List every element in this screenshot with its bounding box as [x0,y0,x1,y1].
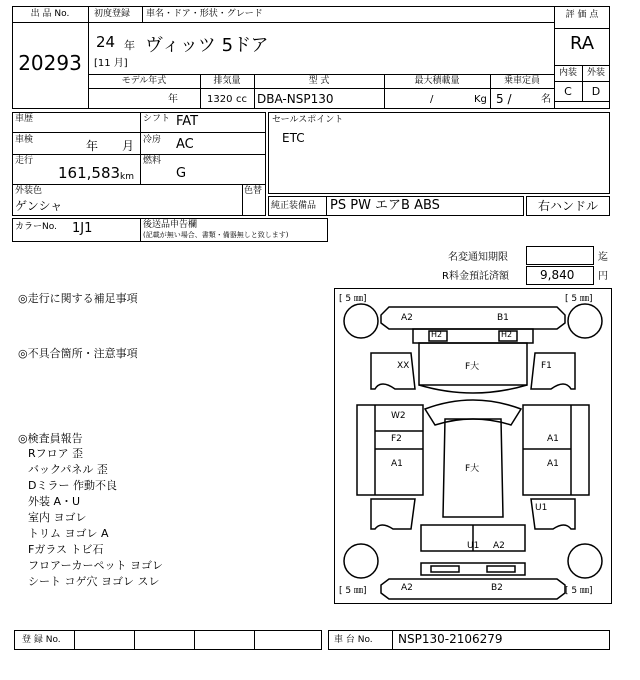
mileage-unit: km [120,172,134,182]
max-load-unit: Kg [474,94,487,105]
mark-roof: F大 [465,464,480,474]
inspector-title: ◎検査員報告 [18,432,83,445]
tire-rear-left-icon [344,544,378,578]
grade-value: RA [569,33,595,54]
lot-no: 20293 [18,51,82,75]
inspector-line: トリム ヨゴレ A [28,527,109,540]
year-unit: 年 [124,39,135,52]
tire-front-right-icon [568,304,602,338]
mark-tailgate-right: A2 [493,541,505,551]
mark-front-bumper-left: A2 [401,313,413,323]
model-year-unit: 年 [168,94,178,105]
history-label: 車歴 [15,114,34,124]
mark-left-front-door-upper: W2 [391,411,406,421]
mark-head-right: H2 [501,330,513,339]
first-reg-label: 初度登録 [94,9,131,19]
tire-front-right-depth: [ 5 ㎜] [565,294,593,304]
color-no: 1J1 [72,221,93,236]
mark-hood: F大 [465,362,480,372]
mark-right-rear-door: A1 [547,459,559,469]
tire-rear-right-depth: [ 5 ㎜] [565,586,593,596]
sales-point-label: セールスポイント [272,115,344,125]
interior-grade: C [564,85,572,98]
mark-front-bumper-right: B1 [497,313,509,323]
tire-front-left-depth: [ 5 ㎜] [339,294,367,304]
fuel-label: 燃料 [143,156,162,166]
shift-label: シフト [143,114,171,124]
mark-right-front-fender: F1 [541,361,552,371]
recycle-label: R料金預託済額 [442,271,509,282]
color-no-label: カラーNo. [15,222,57,232]
steering-value: 右ハンドル [537,199,598,213]
tire-rear-left-depth: [ 5 ㎜] [339,586,367,596]
inspector-line: Fガラス トビ石 [28,543,104,556]
interior-label: 内装 [558,68,577,78]
post-report-note: (記載が無い場合、書類・備器無しと致します) [143,231,289,239]
inspection-month-unit: 月 [122,139,135,153]
car-outline [335,289,611,603]
recycle-unit: 円 [598,271,608,282]
name-change-label: 名変通知期限 [448,252,508,263]
mark-left-front-door: F2 [391,434,402,444]
exterior-label: 外装 [586,68,605,78]
equipment-value: PS PW エアB ABS [330,198,440,213]
capacity-label: 乗車定員 [503,76,540,86]
tire-rear-right-icon [568,544,602,578]
mark-rear-bumper-right: B2 [491,583,503,593]
mark-right-quarter: U1 [535,503,548,513]
inspector-line: バックパネル 歪 [28,463,108,476]
ac-label: 冷房 [143,135,162,145]
displacement-unit: cc [236,94,247,105]
inspector-line: フロアーカーペット ヨゴレ [28,559,163,572]
tire-front-left-icon [344,304,378,338]
first-reg-month: [11 月] [94,58,128,69]
mark-tailgate-left: U1 [467,541,480,551]
defects-title: ◎不具合箇所・注意事項 [18,347,138,360]
ac-value: AC [176,137,194,152]
inspection-label: 車検 [15,135,34,145]
inspection-year-unit: 年 [86,139,99,153]
type-label: 型 式 [308,76,330,86]
inspector-line: Rフロア 歪 [28,447,84,460]
displacement-label: 排気量 [213,76,241,86]
model-year-label: モデル年式 [121,76,167,86]
inspector-line: Dミラー 作動不良 [28,479,117,492]
car-diagram [334,288,612,604]
grade-label: 評 価 点 [565,10,599,20]
mark-left-front-fender: XX [397,361,410,371]
mark-left-rear-door: A1 [391,459,403,469]
shift-value: FAT [176,114,199,129]
fuel-value: G [176,166,187,181]
inspector-line: シート コゲ穴 ヨゴレ スレ [28,575,160,588]
displacement: 1320 [207,94,233,105]
mark-rear-bumper-left: A2 [401,583,413,593]
reg-no-label: 登 録 No. [22,635,61,645]
capacity: 5 / [496,92,512,106]
max-load-label: 最大積載量 [414,76,460,86]
name-change-unit: 迄 [598,252,608,263]
exterior-grade: D [591,85,601,98]
car-name: ヴィッツ 5ドア [145,35,269,56]
sales-point: ETC [282,131,305,145]
mark-right-front-door: A1 [547,434,559,444]
car-name-label: 車名・ドア・形状・グレード [146,9,263,19]
lot-no-label: 出 品 No. [30,9,70,19]
mileage-label: 走行 [15,156,34,166]
exterior-color-label: 外装色 [15,186,43,196]
first-reg-year: 24 [96,33,116,51]
inspector-line: 室内 ヨゴレ [28,511,87,524]
chassis-label: 車 台 No. [334,635,373,645]
recycle-amount: 9,840 [540,268,575,282]
inspector-lines [28,446,328,590]
color-change-label: 色替 [244,186,263,196]
driving-notes-title: ◎走行に関する補足事項 [18,292,138,305]
post-report-label: 後送品申告欄 [143,220,198,230]
equipment-label: 純正装備品 [271,201,317,211]
chassis-no: NSP130-2106279 [398,632,503,646]
vehicle-type: DBA-NSP130 [257,92,334,106]
exterior-color: ゲンシャ [15,199,63,213]
capacity-unit: 名 [541,94,551,105]
max-load-slash: / [430,94,434,105]
inspector-line: 外装 A・U [28,495,81,508]
name-change-box [526,246,594,265]
mark-head-left: H2 [431,330,443,339]
mileage-value: 161,583 [58,164,121,182]
